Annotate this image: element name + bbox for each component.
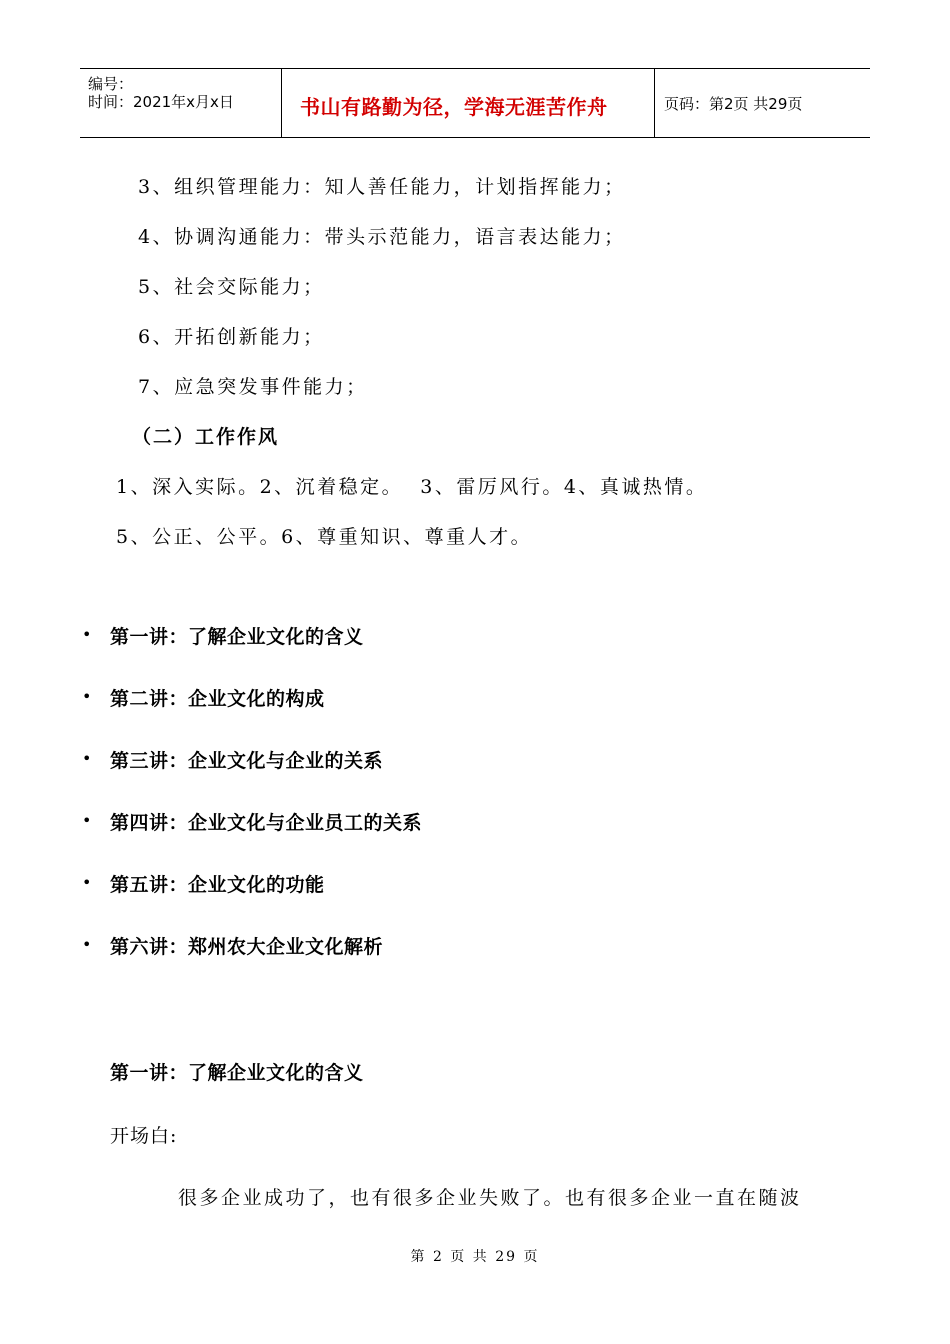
lecture-list-item: 第四讲：企业文化与企业员工的关系 — [110, 812, 423, 834]
section-heading-work-style: （二）工作作风 — [132, 426, 280, 448]
bullet-dot: • — [82, 873, 92, 892]
bullet-dot: • — [82, 935, 92, 954]
opening-paragraph: 很多企业成功了，也有很多企业失败了。也有很多企业一直在随波 — [178, 1187, 802, 1209]
bullet-dot: • — [82, 749, 92, 768]
header-motto: 书山有路勤为径，学海无涯苦作舟 — [300, 95, 608, 119]
header-page-number: 页码：第2页 共29页 — [664, 95, 803, 113]
opening-label: 开场白: — [110, 1125, 178, 1147]
lecture-list-item: 第三讲：企业文化与企业的关系 — [110, 750, 384, 772]
header-meta-cell — [80, 69, 280, 137]
work-style-line: 1、深入实际。2、沉着稳定。 3、雷厉风行。4、真诚热情。 — [116, 476, 708, 498]
header-motto-cell — [281, 69, 655, 137]
header-page-cell — [655, 69, 870, 137]
work-style-line: 5、公正、公平。6、尊重知识、尊重人才。 — [116, 526, 533, 548]
lecture-list-item: 第六讲：郑州农大企业文化解析 — [110, 936, 384, 958]
lecture-list-item: 第二讲：企业文化的构成 — [110, 688, 325, 710]
document-time-label: 时间：2021年x月x日 — [88, 93, 234, 111]
lecture-list-item: 第五讲：企业文化的功能 — [110, 874, 325, 896]
ability-item: 6、开拓创新能力； — [138, 326, 325, 348]
ability-item: 3、组织管理能力：知人善任能力，计划指挥能力； — [138, 176, 626, 198]
document-number-label: 编号： — [88, 75, 134, 93]
bullet-dot: • — [82, 625, 92, 644]
document-header — [80, 68, 870, 138]
ability-item: 7、应急突发事件能力； — [138, 376, 368, 398]
page-footer: 第 2 页 共 29 页 — [410, 1249, 540, 1265]
ability-item: 5、社会交际能力； — [138, 276, 325, 298]
ability-item: 4、协调沟通能力：带头示范能力，语言表达能力； — [138, 226, 626, 248]
lecture-one-heading: 第一讲：了解企业文化的含义 — [110, 1062, 364, 1084]
lecture-list-item: 第一讲：了解企业文化的含义 — [110, 626, 364, 648]
bullet-dot: • — [82, 687, 92, 706]
bullet-dot: • — [82, 811, 92, 830]
